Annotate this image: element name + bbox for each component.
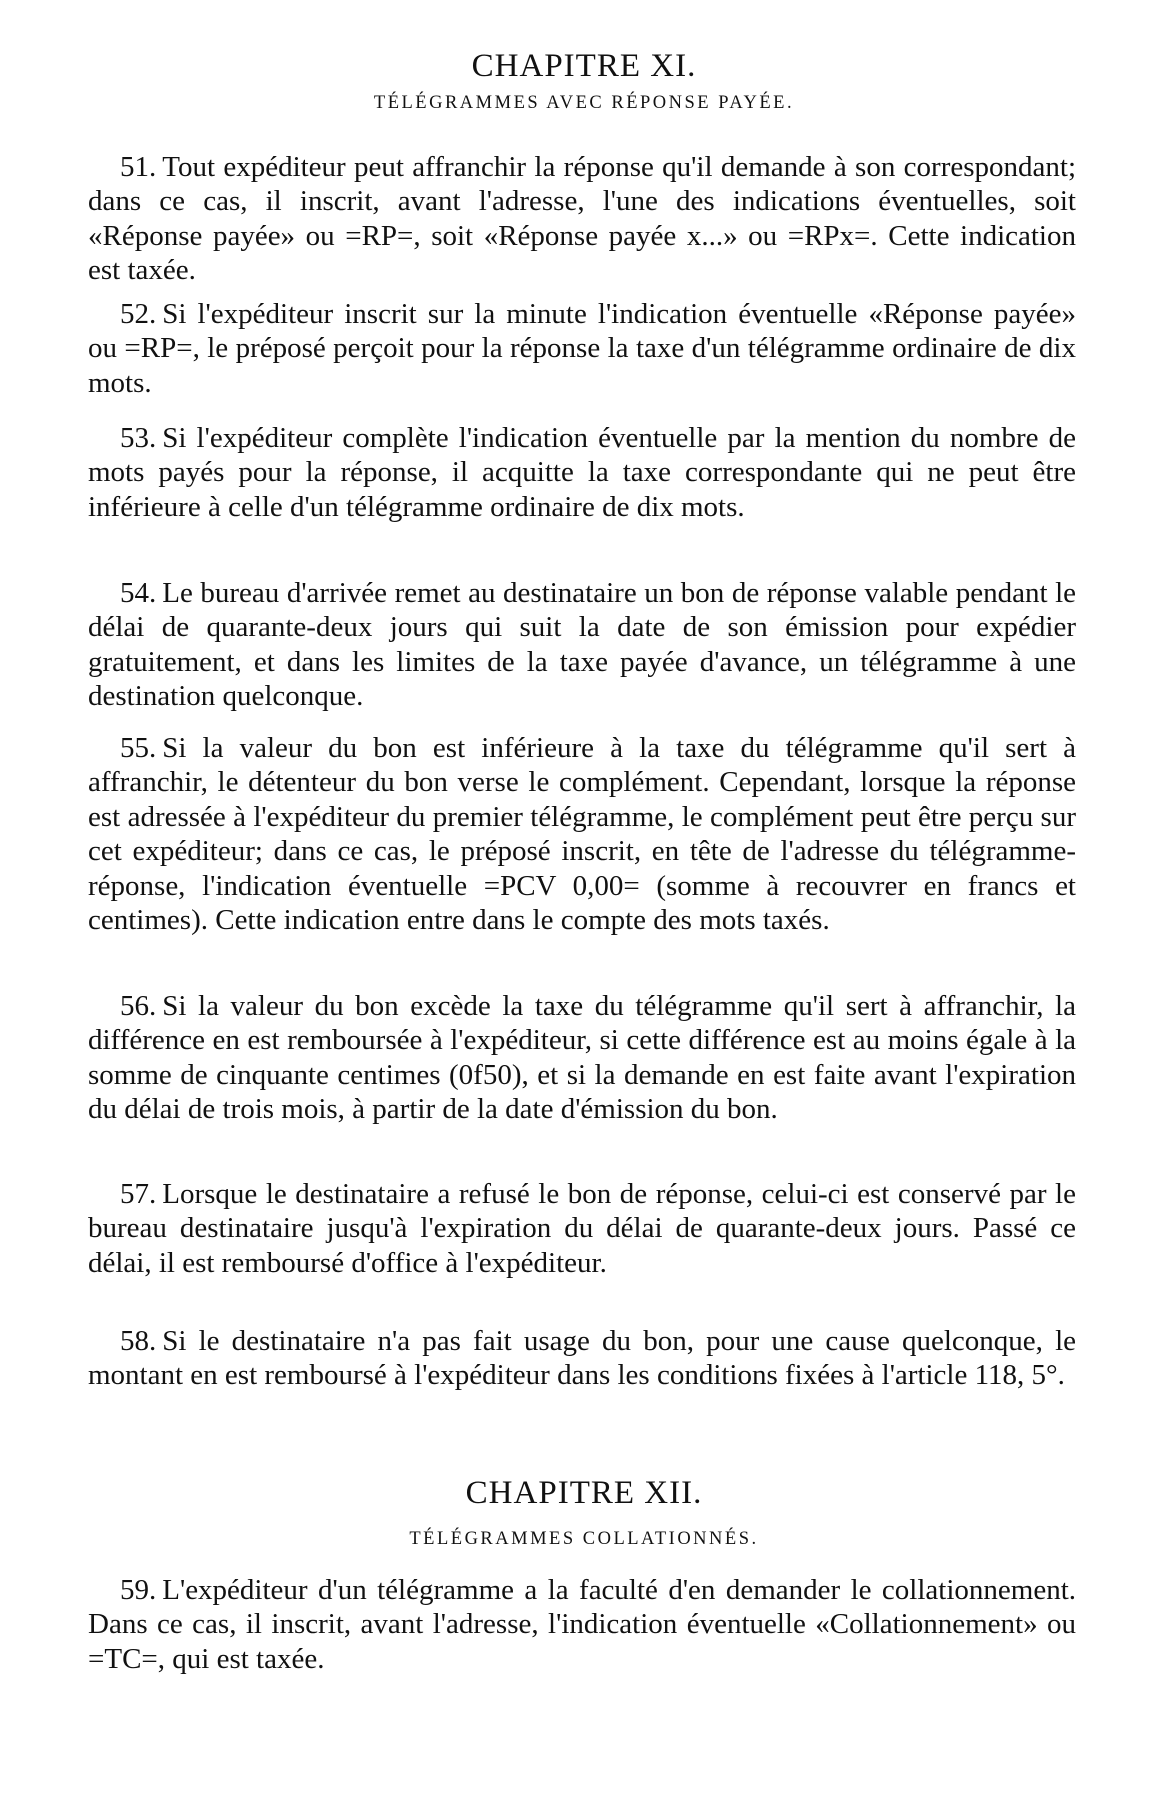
paragraph-text: Si la valeur du bon excède la taxe du télégramme qu'il sert à affranchir, la différence en est remboursée à l'expéditeur, si cette différence est au moins égale à la somme de cinquante centimes (0f50), et si la demande en est faite avant l'expiration du délai de trois mois, à partir de la date d'émission du bon. bbox=[88, 990, 1076, 1126]
chapter-11-subtitle: TÉLÉGRAMMES AVEC RÉPONSE PAYÉE. bbox=[373, 93, 795, 113]
paragraph-text: Lorsque le destinataire a refusé le bon de réponse, celui-ci est conservé par le bureau destinataire jusqu'à l'expiration du délai de quarante-deux jours. Passé ce délai, il est remboursé d'office à l'expéditeur. bbox=[88, 1178, 1076, 1279]
paragraph-53 bbox=[88, 421, 1076, 524]
paragraph-52 bbox=[88, 297, 1076, 400]
chapter-12-title: CHAPITRE XII. bbox=[465, 1475, 703, 1511]
paragraph-58 bbox=[88, 1324, 1076, 1393]
paragraph-text: Si l'expéditeur complète l'indication éventuelle par la mention du nombre de mots payés pour la réponse, il acquitte la taxe correspondante qui ne peut être inférieure à celle d'un télégramme ordinaire de dix mots. bbox=[88, 422, 1076, 523]
paragraph-number: 59. bbox=[120, 1574, 157, 1606]
paragraph-54 bbox=[88, 576, 1076, 714]
paragraph-text: Si le destinataire n'a pas fait usage du bon, pour une cause quelconque, le montant en est remboursé à l'expéditeur dans les conditions fixées à l'article 118, 5°. bbox=[88, 1325, 1076, 1392]
paragraph-number: 53. bbox=[120, 422, 157, 454]
paragraph-number: 55. bbox=[120, 732, 157, 764]
paragraph-number: 57. bbox=[120, 1178, 157, 1210]
paragraph-51 bbox=[88, 150, 1076, 288]
paragraph-text: Si la valeur du bon est inférieure à la taxe du télégramme qu'il sert à affranchir, le détenteur du bon verse le complément. Cependant, lorsque la réponse est adressée à l'expéditeur du premier télégramme, le complément peut être perçu sur cet expéditeur; dans ce cas, le préposé inscrit, en tête de l'adresse du télégramme-réponse, l'indication éventuelle =PCV 0,00= (somme à recouvrer en francs et centimes). Cette indication entre dans le compte des mots taxés. bbox=[88, 732, 1076, 937]
paragraph-text: Si l'expéditeur inscrit sur la minute l'indication éventuelle «Réponse payée» ou =RP=, le préposé perçoit pour la réponse la taxe d'un télégramme ordinaire de dix mots. bbox=[88, 298, 1076, 399]
paragraph-59 bbox=[88, 1573, 1076, 1676]
paragraph-56 bbox=[88, 989, 1076, 1127]
paragraph-text: Tout expéditeur peut affranchir la réponse qu'il demande à son correspondant; dans ce cas, il inscrit, avant l'adresse, l'une des indications éventuelles, soit «Réponse payée» ou =RP=, soit «Réponse payée x...» ou =RPx=. Cette indication est taxée. bbox=[88, 151, 1076, 287]
paragraph-text: L'expéditeur d'un télégramme a la faculté d'en demander le collationnement. Dans ce cas, il inscrit, avant l'adresse, l'indication éventuelle «Collationnement» ou =TC=, qui est taxée. bbox=[88, 1574, 1076, 1675]
chapter-11-title: CHAPITRE XI. bbox=[471, 48, 697, 84]
paragraph-number: 56. bbox=[120, 990, 157, 1022]
paragraph-57 bbox=[88, 1177, 1076, 1280]
paragraph-number: 52. bbox=[120, 298, 157, 330]
paragraph-text: Le bureau d'arrivée remet au destinataire un bon de réponse valable pendant le délai de quarante-deux jours qui suit la date de son émission pour expédier gratuitement, et dans les limites de la taxe payée d'avance, un télégramme à une destination quelconque. bbox=[88, 577, 1076, 713]
paragraph-number: 51. bbox=[120, 151, 157, 183]
paragraph-number: 58. bbox=[120, 1325, 157, 1357]
paragraph-number: 54. bbox=[120, 577, 157, 609]
paragraph-55 bbox=[88, 731, 1076, 937]
chapter-12-subtitle: TÉLÉGRAMMES COLLATIONNÉS. bbox=[409, 1529, 759, 1549]
